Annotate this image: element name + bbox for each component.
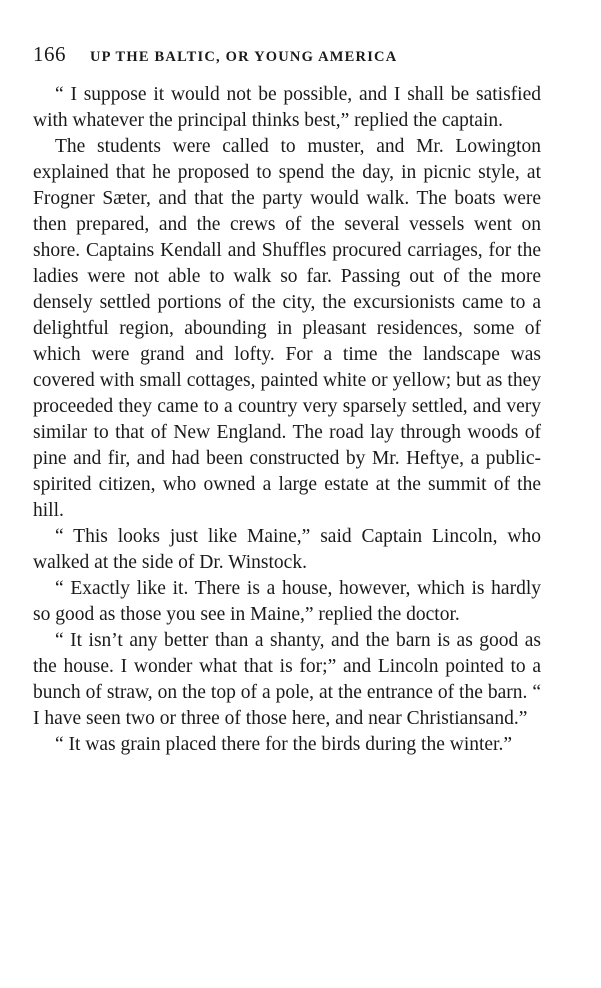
paragraph-2: The students were called to muster, and Mr. Lowington explained that he proposed to spend the day, in picnic style, at Frogner Sæter, and that the party would walk. The boats were then prepared, and the crews of the several vessels went on shore. Captains Kendall and Shuffles procured carriages, for the ladies were not able to walk so far. Passing out of the more densely settled portions of the city, the excursionists came to a delightful region, abounding in pleasant residences, some of which were grand and lofty. For a time the landscape was covered with small cottages, painted white or yellow; but as they proceeded they came to a country very sparsely settled, and very similar to that of New England. The road lay through woods of pine and fir, and had been constructed by Mr. Heftye, a public-spirited citizen, who owned a large estate at the summit of the hill. (33, 136, 541, 521)
paragraph-4: “ Exactly like it. There is a house, however, which is hardly so good as those you see in Maine,” replied the doctor. (33, 578, 541, 625)
paragraph-5: “ It isn’t any better than a shanty, and the barn is as good as the house. I wonder what that is for;” and Lincoln pointed to a bunch of straw, on the top of a pole, at the entrance of the barn. “ I have seen two or three of those here, and near Christiansand.” (33, 630, 541, 729)
paragraph-6: “ It was grain placed there for the birds during the winter.” (55, 734, 513, 755)
running-title: UP THE BALTIC, OR YOUNG AMERICA (90, 49, 398, 65)
page-header (33, 42, 553, 67)
paragraph-1: “ I suppose it would not be possible, and I shall be satisfied with whatever the principal thinks best,” replied the captain. (33, 84, 541, 131)
body-text (33, 82, 541, 758)
page-number: 166 (33, 42, 66, 66)
paragraph-3: “ This looks just like Maine,” said Captain Lincoln, who walked at the side of Dr. Winstock. (33, 526, 541, 573)
